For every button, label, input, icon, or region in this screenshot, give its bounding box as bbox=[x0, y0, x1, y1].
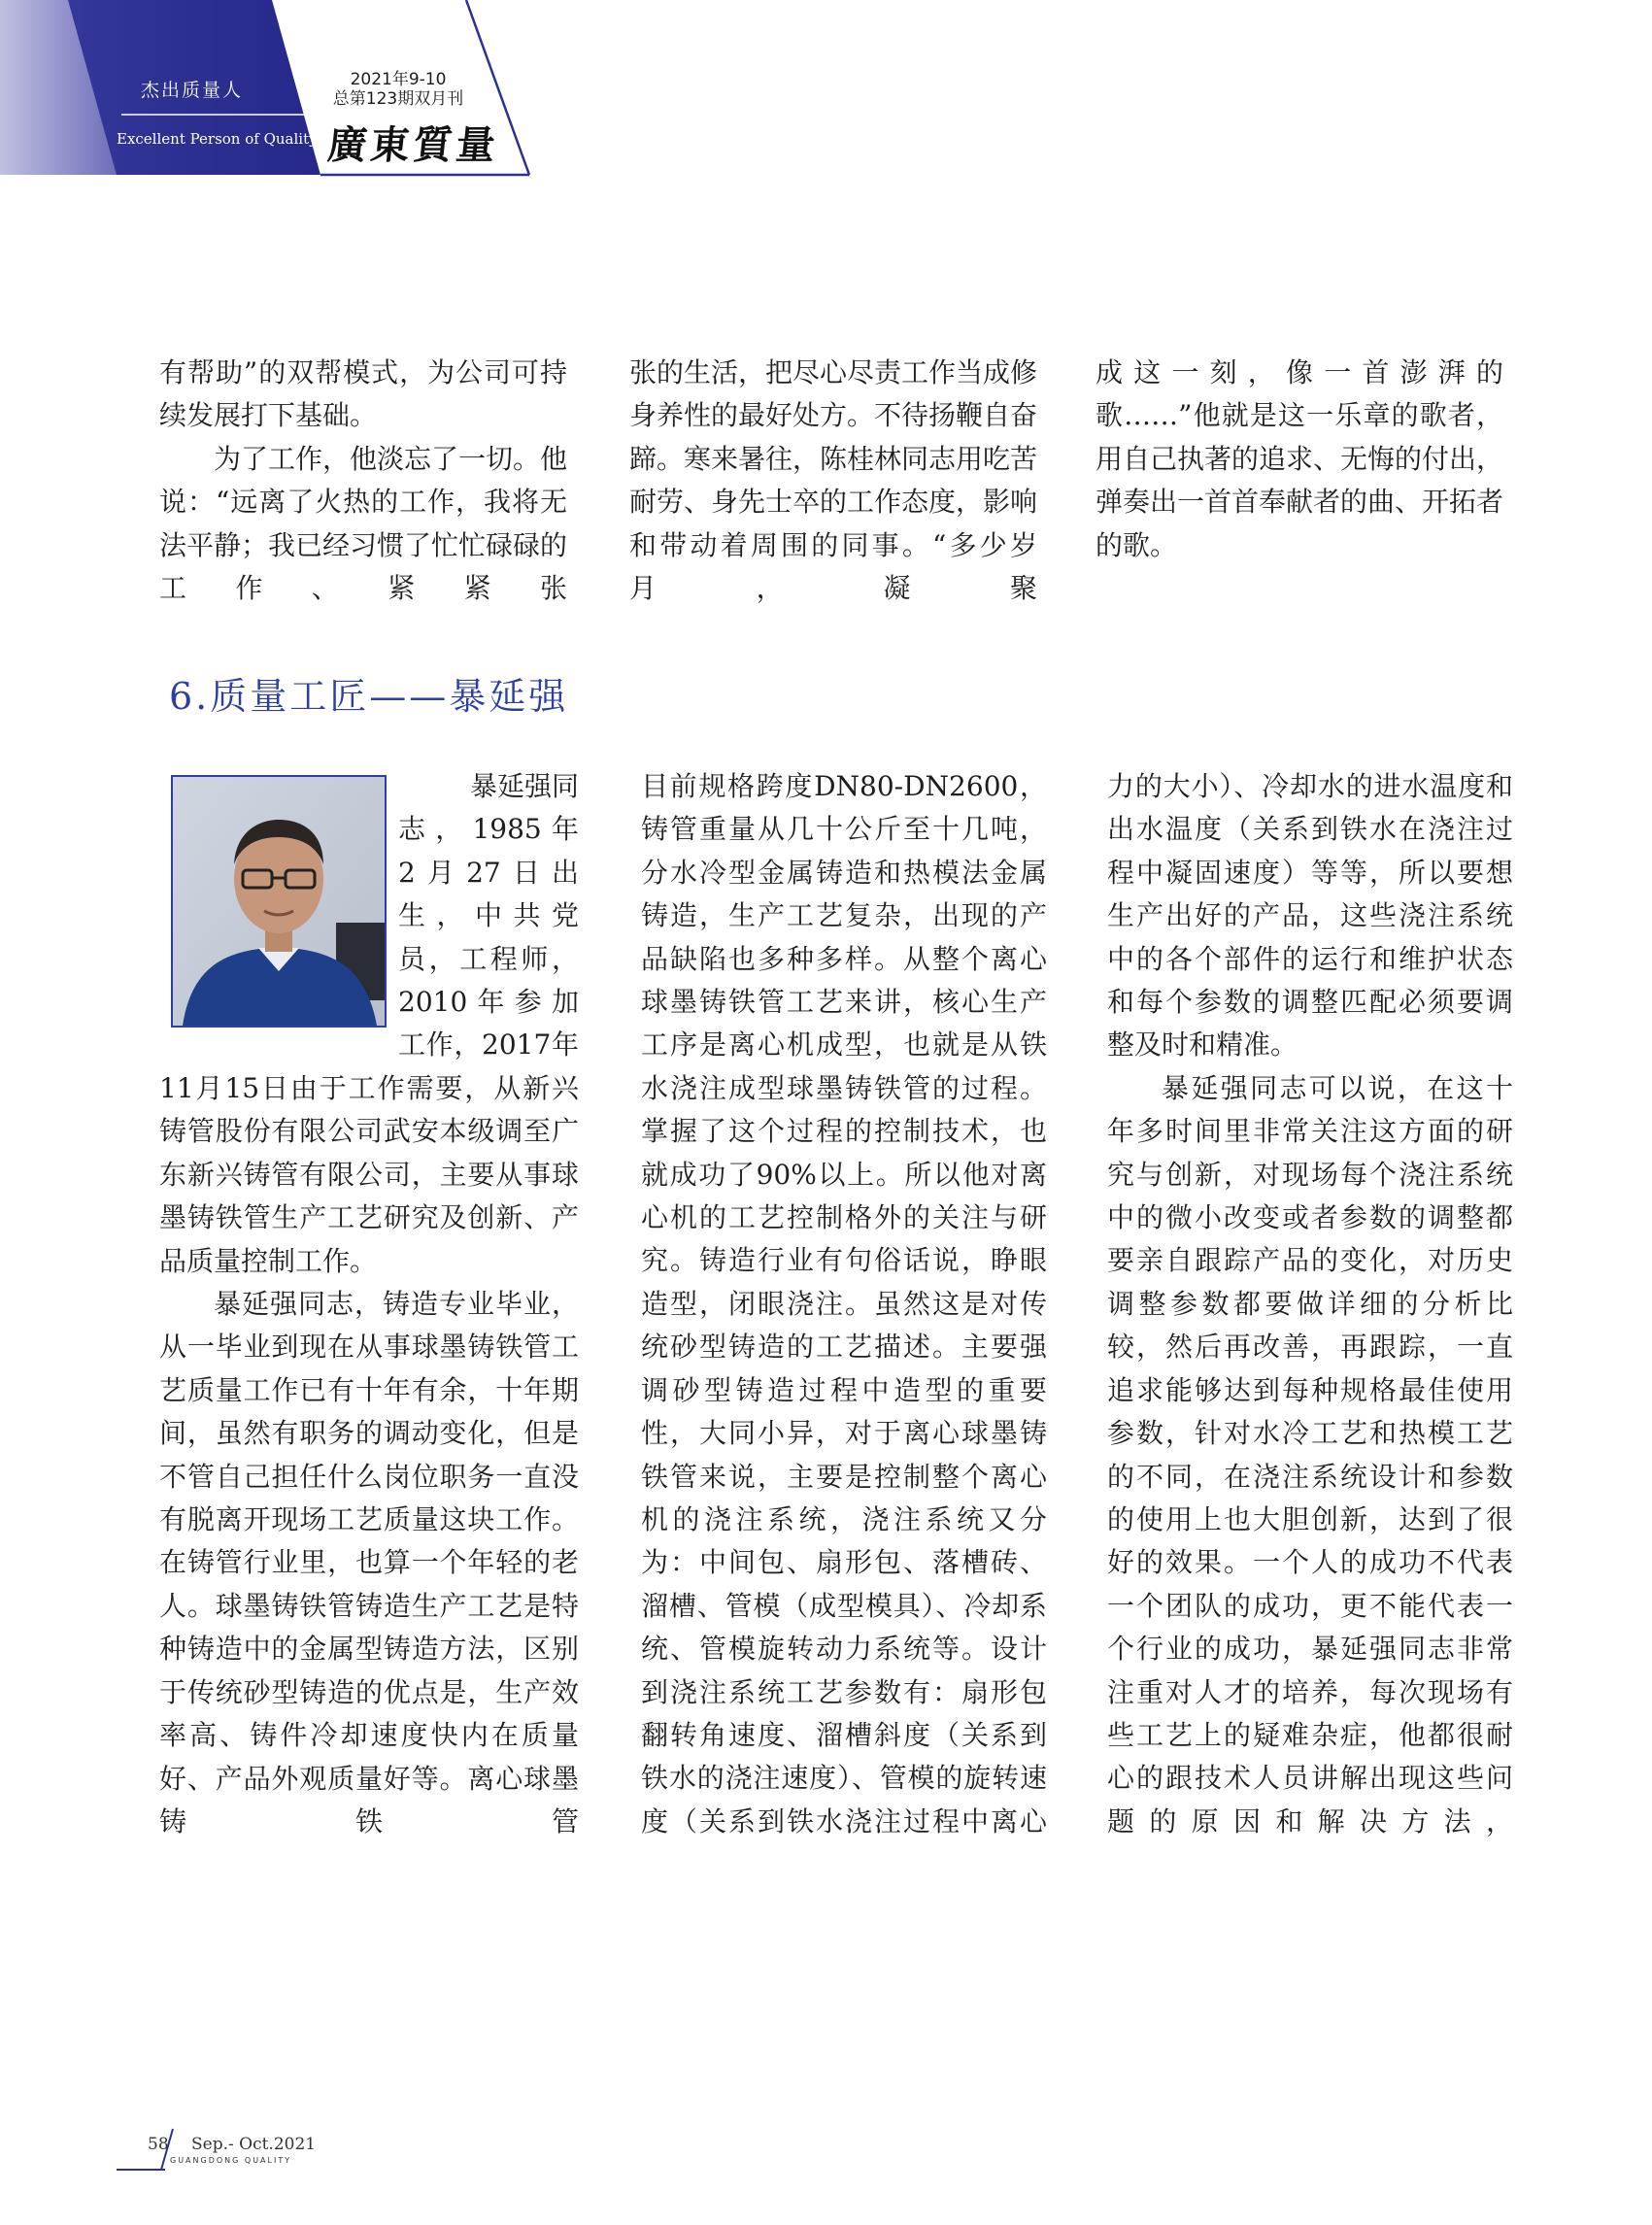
intro-paragraph: 成这一刻，像一首澎湃的歌……”他就是这一乐章的歌者，用自己执著的追求、无悔的付出，弹奏出一首首奉献者的曲、开拓者的歌。 bbox=[1096, 356, 1504, 561]
issue-number: 总第123期双月刊 bbox=[332, 89, 464, 109]
page-number: 58 bbox=[148, 2135, 169, 2154]
text-line: 2月27日出 bbox=[398, 856, 579, 889]
intro-paragraph: 有帮助”的双帮模式，为公司可持续发展打下基础。 bbox=[159, 356, 567, 432]
text-line: 暴延强同 bbox=[469, 770, 579, 802]
issue-date: 2021年9-10 bbox=[350, 70, 447, 89]
header-category: 杰出质量人 bbox=[141, 80, 244, 101]
body-paragraph: 目前规格跨度DN80-DN2600，铸管重量从几十公斤至十几吨，分水冷型金属铸造和热模法金属铸造，生产工艺复杂，出现的产品缺陷也多种多样。从整个离心球墨铸铁管工艺来讲，核心生产工序是离心机成型，也就是从铁水浇注成型球墨铸铁管的过程。掌握了这个过程的控制技术，也就成功了90%以上。所以他对离心机的工艺控制格外的关注与研究。铸造行业有句俗话说，睁眼造型，闭眼浇注。虽然这是对传统砂型铸造的工艺描述。主要强调砂型铸造过程中造型的重要性，大同小异，对于离心球墨铸铁管来说，主要是控制整个离心机的浇注系统，浇注系统又分为：中间包、扇形包、落槽砖、溜槽、管模（成型模具）、冷却系统、管模旋转动力系统等。设计到浇注系统工艺参数有：扇形包翻转角速度、溜槽斜度（关系到铁水的浇注速度）、管模的旋转速度（关系到铁水浇注过程中离心 bbox=[641, 770, 1047, 1837]
text-line: 工作，2017年 bbox=[398, 1028, 579, 1062]
text-line: 志，1985年 bbox=[398, 813, 579, 846]
header-category-en: Excellent Person of Quality bbox=[117, 130, 318, 148]
body-paragraph: 11月15日由于工作需要，从新兴铸管股份有限公司武安本级调至广东新兴铸管有限公司，主要从事球墨铸铁管生产工艺研究及创新、产品质量控制工作。 bbox=[159, 1072, 579, 1277]
intro-paragraph: 张的生活，把尽心尽责工作当成修身养性的最好处方。不待扬鞭自奋蹄。寒来暑往，陈桂林同志用吃苦耐劳、身先士卒的工作态度，影响和带动着周围的同事。“多少岁月，凝聚 bbox=[629, 356, 1038, 605]
section-title: 6.质量工匠——暴延强 bbox=[169, 675, 569, 718]
body-paragraph: 力的大小）、冷却水的进水温度和出水温度（关系到铁水在浇注过程中凝固速度）等等，所以要想生产出好的产品，这些浇注系统中的各个部件的运行和维护状态和每个参数的调整匹配必须要调整及时和精准。 bbox=[1107, 770, 1513, 1062]
text-line: 生，中共党 bbox=[398, 899, 579, 932]
body-paragraph: 暴延强同志可以说，在这十年多时间里非常关注这方面的研究与创新，对现场每个浇注系统中的微小改变或者参数的调整都要亲自跟踪产品的变化，对历史调整参数都要做详细的分析比较，然后再改善，再跟踪，一直追求能够达到每种规格最佳使用参数，针对水冷工艺和热模工艺的不同，在浇注系统设计和参数的使用上也大胆创新，达到了很好的效果。一个人的成功不代表一个团队的成功，更不能代表一个行业的成功，暴延强同志非常注重对人才的培养，每次现场有些工艺上的疑难杂症，他都很耐心的跟技术人员讲解出现这些问题的原因和解决方法， bbox=[1107, 1071, 1513, 1837]
beside-photo-text bbox=[398, 765, 579, 1067]
footer-magazine-name: GUANGDONG QUALITY bbox=[170, 2156, 292, 2165]
body-column-3 bbox=[1107, 765, 1513, 1843]
portrait-photo bbox=[171, 775, 387, 1028]
body-column-1 bbox=[159, 1067, 579, 1843]
intro-column-1 bbox=[159, 352, 567, 610]
text-line: 2010年参加 bbox=[398, 985, 579, 1018]
footer-date: Sep.- Oct.2021 bbox=[191, 2135, 317, 2154]
intro-column-3 bbox=[1096, 352, 1503, 567]
magazine-logo: 廣東質量 bbox=[325, 122, 502, 168]
body-column-2 bbox=[641, 765, 1047, 1843]
text-line: 员，工程师， bbox=[398, 942, 579, 975]
intro-paragraph: 为了工作，他淡忘了一切。他说：“远离了火热的工作，我将无法平静；我已经习惯了忙忙碌碌的工作、紧紧张 bbox=[159, 442, 568, 605]
body-paragraph: 暴延强同志，铸造专业毕业，从一毕业到现在从事球墨铸铁管工艺质量工作已有十年有余，十年期间，虽然有职务的调动变化，但是不管自己担任什么岗位职务一直没有脱离开现场工艺质量这块工作。在铸管行业里，也算一个年轻的老人。球墨铸铁管铸造生产工艺是特种铸造中的金属型铸造方法，区别于传统砂型铸造的优点是，生产效率高、铸件冷却速度快内在质量好、产品外观质量好等。离心球墨铸铁管 bbox=[159, 1288, 579, 1837]
intro-column-2 bbox=[629, 352, 1037, 610]
